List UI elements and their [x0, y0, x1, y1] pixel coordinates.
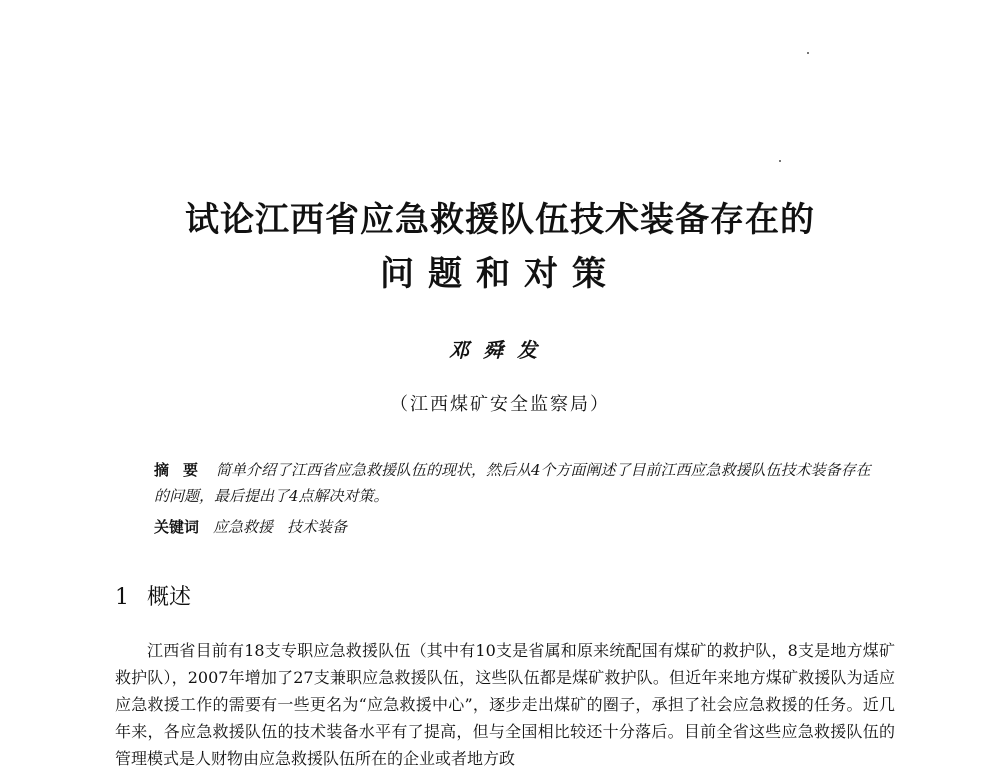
- section-heading: [115, 580, 191, 611]
- body-paragraph: 江西省目前有18支专职应急救援队伍（其中有10支是省属和原来统配国有煤矿的救护队，8支是地方煤矿救护队），2007年增加了27支兼职应急救援队伍，这些队伍都是煤矿救护队。但近年来地方煤矿救援队为适应应急救援工作的需要有一些更名为“应急救援中心”，逐步走出煤矿的圈子，承担了社会应急救援的任务。近几年来，各应急救援队伍的技术装备水平有了提高，但与全国相比较还十分落后。目前全省这些应急救援队伍的管理模式是人财物由应急救援队伍所在的企业或者地方政: [115, 641, 895, 768]
- author-name: 邓舜发: [449, 338, 551, 362]
- abstract-text: 简单介绍了江西省应急救援队伍的现状，然后从4个方面阐述了目前江西应急救援队伍技术装备存在的问题，最后提出了4点解决对策。: [154, 461, 871, 505]
- scan-speck: [779, 160, 781, 162]
- keywords-label: 关键词: [154, 518, 200, 536]
- scan-speck: [807, 52, 809, 54]
- paper-title-line-2: 问题和对策: [380, 254, 620, 294]
- abstract-label: 摘要: [154, 461, 213, 479]
- keyword-item: 应急救援: [213, 518, 274, 536]
- section-number: 1: [115, 585, 129, 610]
- author-affiliation: （江西煤矿安全监察局）: [390, 394, 610, 415]
- section-title: 概述: [147, 585, 192, 610]
- paper-title-line-1: 试论江西省应急救援队伍技术装备存在的: [185, 200, 815, 240]
- abstract: [154, 457, 874, 509]
- keywords: [154, 514, 874, 540]
- keyword-item: 技术装备: [287, 518, 348, 536]
